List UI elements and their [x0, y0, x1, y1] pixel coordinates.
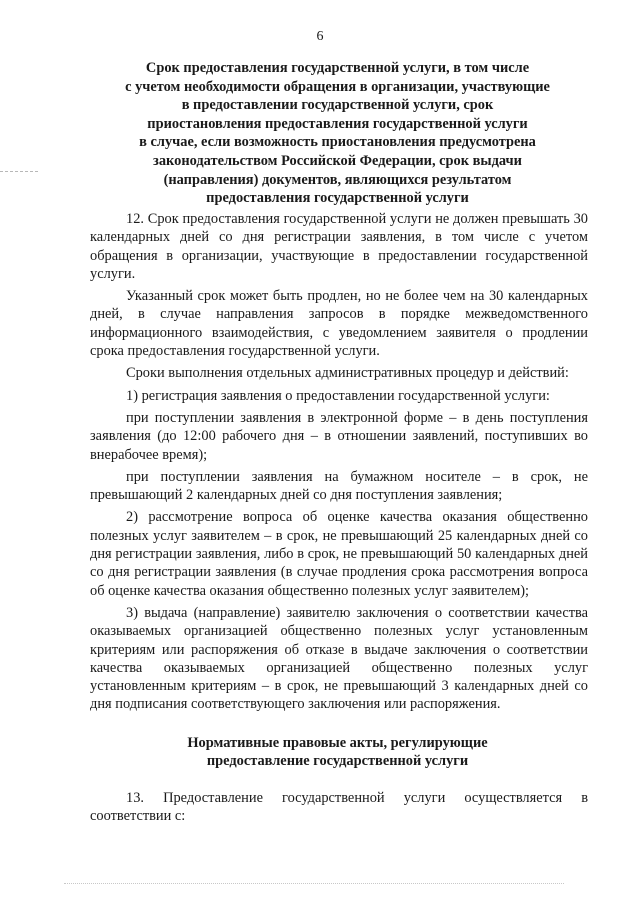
heading-line: предоставление государственной услуги	[206, 753, 469, 769]
paragraph: 13. Предоставление государственной услуги осуществляется в соответствии с:	[90, 790, 588, 825]
section-heading-term	[90, 59, 585, 208]
heading-line: законодательством Российской Федерации, срок выдачи	[153, 152, 522, 169]
section-heading-legal-acts	[90, 734, 585, 770]
heading-line: в случае, если возможность приостановления предусмотрена	[139, 134, 536, 151]
heading-line: с учетом необходимости обращения в организации, участвующие	[125, 78, 550, 95]
heading-line: предоставления государственной услуги	[206, 190, 469, 207]
page-number: 6	[316, 29, 324, 44]
paragraph: Указанный срок может быть продлен, но не более чем на 30 календарных дней, в случае направления запросов в порядке межведомственного информационного взаимодействия, с уведомлением заявителя о продлении срока предоставления государственной услуги.	[90, 288, 588, 360]
heading-line: (направления) документов, являющихся результатом	[163, 171, 512, 188]
scan-mark	[0, 171, 38, 172]
section-body-legal-acts	[90, 789, 588, 830]
heading-line: Срок предоставления государственной услуги, в том числе	[145, 60, 530, 76]
paragraph: 1) регистрация заявления о предоставлении государственной услуги:	[126, 387, 550, 404]
paragraph: при поступлении заявления в электронной форме – в день поступления заявления (до 12:00 рабочего дня – в отношении заявлений, поступивших во внерабочее время);	[90, 409, 588, 463]
heading-line: Нормативные правовые акты, регулирующие	[187, 735, 488, 751]
paragraph: Сроки выполнения отдельных административных процедур и действий:	[126, 365, 569, 382]
section-body-term	[90, 210, 588, 718]
scan-mark	[64, 883, 564, 884]
paragraph: 12. Срок предоставления государственной услуги не должен превышать 30 календарных дней со дня регистрации заявления, в том числе с учетом обращения в организации, участвующие в предоставлении государственной услуги.	[90, 211, 588, 282]
paragraph: 2) рассмотрение вопроса об оценке качества оказания общественно полезных услуг заявителем – в срок, не превышающий 25 календарных дней со дня регистрации заявления, либо в срок, не превышающий 50 календарных дней со дня регистрации заявления (в случае продления срока рассмотрения вопроса об оценке качества оказания общественно полезных услуг заявителем);	[90, 509, 588, 599]
heading-line: в предоставлении государственной услуги, срок	[181, 97, 494, 114]
heading-line: приостановления предоставления государственной услуги	[147, 115, 528, 132]
paragraph: при поступлении заявления на бумажном носителе – в срок, не превышающий 2 календарных дней со дня поступления заявления;	[90, 468, 588, 504]
paragraph: 3) выдача (направление) заявителю заключения о соответствии качества оказываемых организацией общественно полезных услуг установленным критериям или распоряжения об отказе в выдаче заключения о соответствии качества оказываемых организацией общественно полезных услуг установленным критериям – в срок, не превышающий 3 календарных дней со дня подписания соответствующего заключения или распоряжения.	[90, 604, 588, 713]
